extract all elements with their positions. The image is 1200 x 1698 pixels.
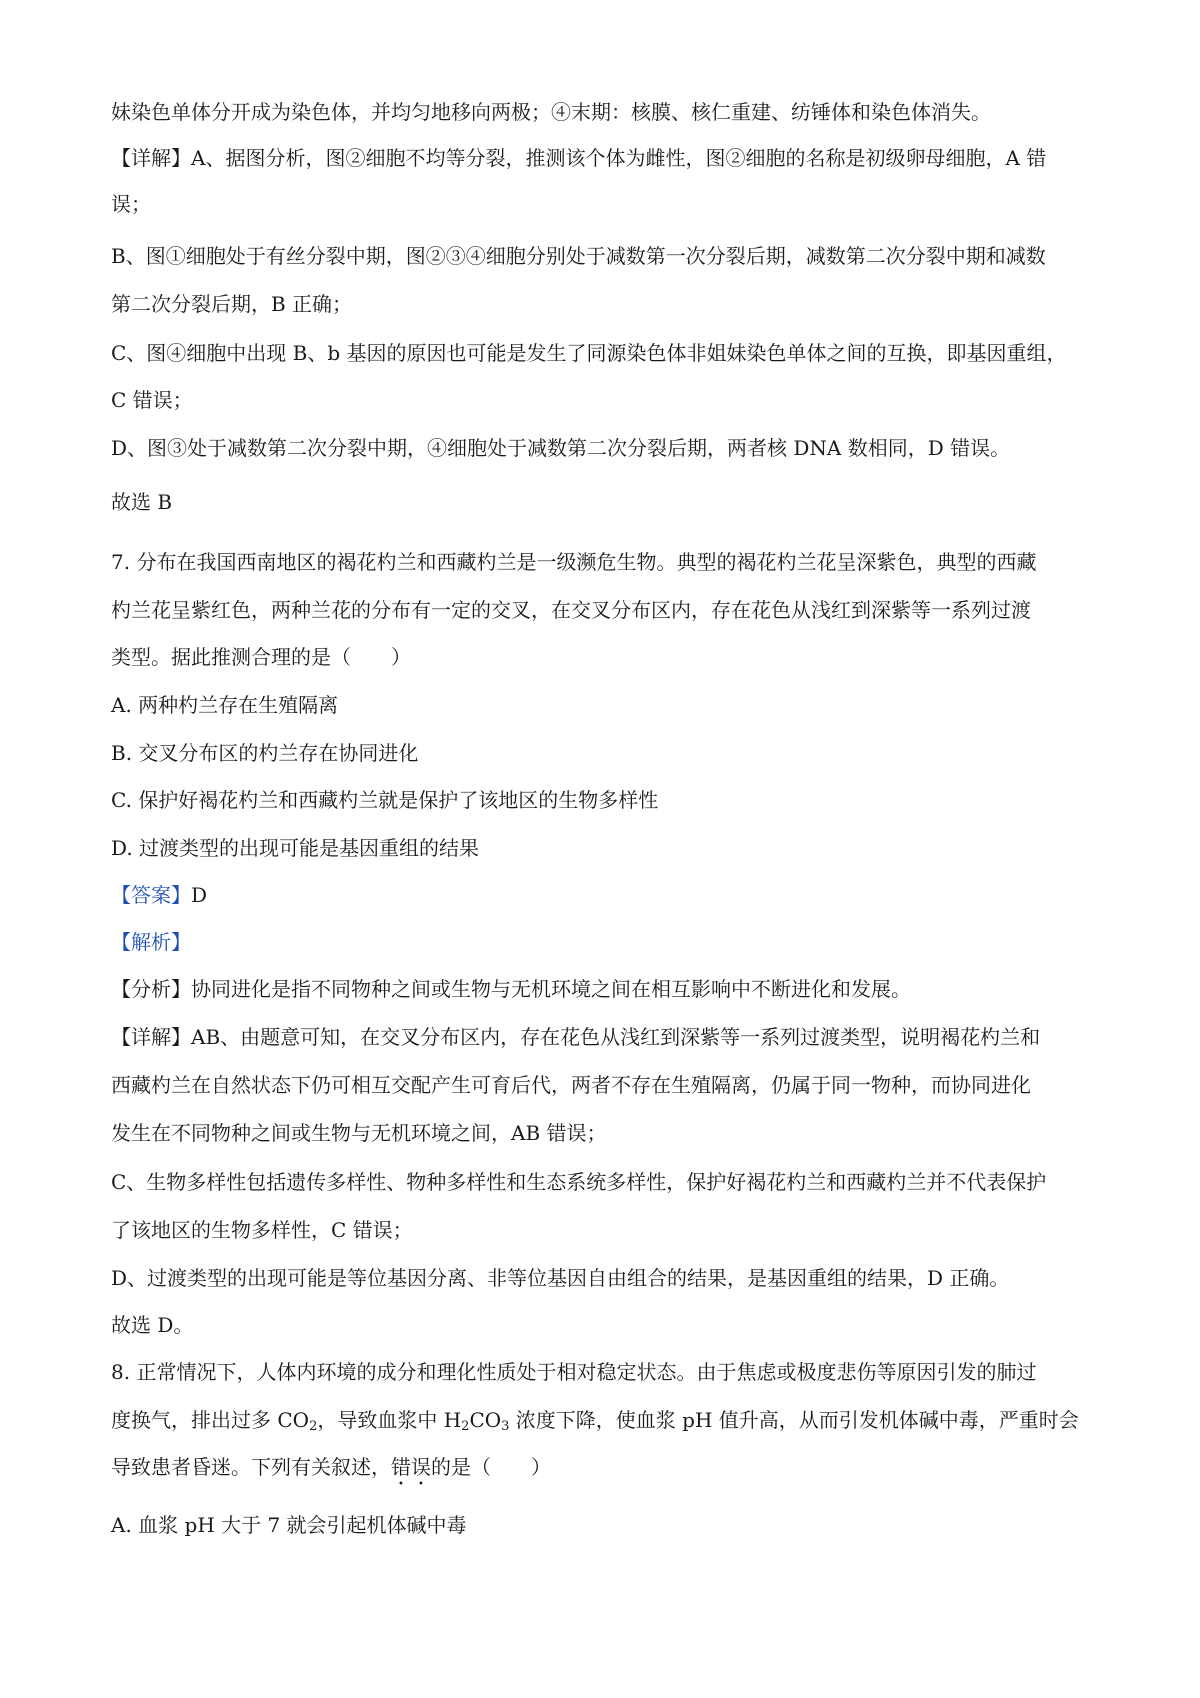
answer-value: D	[191, 883, 208, 907]
question-8-stem: 度换气，排出过多 $CO_2$，导致血浆中 $H_2CO_3$ 浓度下降，使血浆 pH 值升高，从而引发机体碱中毒，严重时会	[111, 1408, 1079, 1434]
question-7-stem: 类型。据此推测合理的是（ ）	[111, 645, 411, 669]
detail-c-line: C 错误；	[111, 388, 193, 412]
question-7-stem: 杓兰花呈紫红色，两种兰花的分布有一定的交叉，在交叉分布区内，存在花色从浅红到深紫等一系列过渡	[111, 598, 1031, 622]
analysis-fenxi: 【分析】协同进化是指不同物种之间或生物与无机环境之间在相互影响中不断进化和发展。	[111, 977, 911, 1001]
detail-line: 【详解】A、据图分析，图②细胞不均等分裂，推测该个体为雌性，图②细胞的名称是初级卵母细胞，A 错	[111, 146, 1047, 170]
detail-line: 【详解】AB、由题意可知，在交叉分布区内，存在花色从浅红到深紫等一系列过渡类型，说明褐花杓兰和	[111, 1025, 1041, 1049]
detail-line: 西藏杓兰在自然状态下仍可相互交配产生可育后代，两者不存在生殖隔离，仍属于同一物种，而协同进化	[111, 1073, 1031, 1097]
detail-c-line: C、图④细胞中出现 B、b 基因的原因也可能是发生了同源染色体非姐妹染色单体之间的互换，即基因重组，	[111, 341, 1067, 365]
detail-line: 误；	[111, 192, 151, 216]
option-a: A. 两种杓兰存在生殖隔离	[111, 693, 339, 717]
question-8-stem: 8. 正常情况下，人体内环境的成分和理化性质处于相对稳定状态。由于焦虑或极度悲伤等原因引发的肺过	[111, 1360, 1037, 1384]
conclusion: 故选 D。	[111, 1313, 194, 1337]
question-7-stem: 7. 分布在我国西南地区的褐花杓兰和西藏杓兰是一级濒危生物。典型的褐花杓兰花呈深紫色，典型的西藏	[111, 550, 1037, 574]
emphasis-text: 错误	[391, 1455, 431, 1479]
option-a: A. 血浆 pH 大于 7 就会引起机体碱中毒	[111, 1513, 467, 1537]
option-d: D. 过渡类型的出现可能是基因重组的结果	[111, 836, 480, 860]
text-line: 妹染色单体分开成为染色体，并均匀地移向两极；④末期：核膜、核仁重建、纺锤体和染色体消失。	[111, 100, 991, 124]
detail-b-line: B、图①细胞处于有丝分裂中期，图②③④细胞分别处于减数第一次分裂后期，减数第二次分裂中期和减数	[111, 244, 1046, 268]
analysis-label: 【解析】	[111, 930, 191, 954]
detail-line: 发生在不同物种之间或生物与无机环境之间，AB 错误；	[111, 1121, 607, 1145]
option-c: C. 保护好褐花杓兰和西藏杓兰就是保护了该地区的生物多样性	[111, 788, 659, 812]
detail-d-line: D、图③处于减数第二次分裂中期，④细胞处于减数第二次分裂后期，两者核 DNA 数相同，D 错误。	[111, 436, 1011, 460]
question-8-stem: 导致患者昏迷。下列有关叙述，错误的是（ ）	[111, 1455, 551, 1479]
answer-line	[111, 882, 207, 908]
detail-c-line: C、生物多样性包括遗传多样性、物种多样性和生态系统多样性，保护好褐花杓兰和西藏杓兰并不代表保护	[111, 1170, 1047, 1194]
detail-c-line: 了该地区的生物多样性，C 错误；	[111, 1218, 413, 1242]
conclusion: 故选 B	[111, 490, 173, 514]
detail-b-line: 第二次分裂后期，B 正确；	[111, 292, 353, 316]
detail-d-line: D、过渡类型的出现可能是等位基因分离、非等位基因自由组合的结果，是基因重组的结果，D 正确。	[111, 1266, 1010, 1290]
option-b: B. 交叉分布区的杓兰存在协同进化	[111, 741, 419, 765]
answer-label: 【答案】	[111, 883, 191, 907]
